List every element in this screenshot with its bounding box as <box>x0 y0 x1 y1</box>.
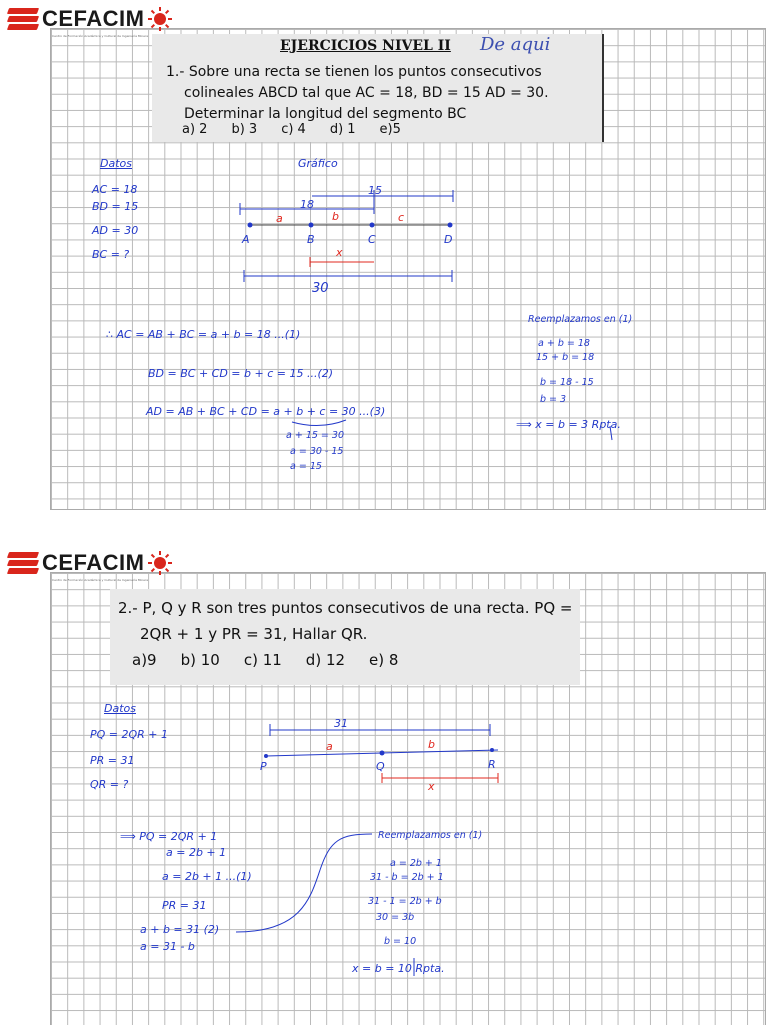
left-step: a + b = 31 (2) <box>140 923 220 936</box>
sun-icon <box>147 550 173 576</box>
logo-tagline: Centro de Formación Académica y Cultural de Ingeniería Minera <box>52 34 149 38</box>
point-label-p: P <box>260 760 267 773</box>
statement-line: colineales ABCD tal que AC = 18, BD = 15 AD = 30. <box>184 85 549 101</box>
left-step: a = 2b + 1 <box>166 846 227 859</box>
problem-1-options <box>182 122 401 137</box>
problem-2-statement <box>118 595 578 647</box>
segment-label-c: c <box>398 211 405 224</box>
exercise-heading: EJERCICIOS NIVEL II <box>280 38 451 54</box>
handwritten-note: De aqui <box>480 34 551 55</box>
statement-line: 2.- P, Q y R son tres puntos consecutivos de una recta. PQ = <box>118 599 573 617</box>
reemplazo-title: Reemplazamos en (1) <box>528 314 633 325</box>
option-b: b) 10 <box>180 651 220 669</box>
dato-line: BD = 15 <box>92 200 139 213</box>
dato-line: QR = ? <box>90 778 129 791</box>
statement-line: Determinar la longitud del segmento BC <box>184 106 467 122</box>
logo-tagline: Centro de Formación Académica y Cultural de Ingeniería Minera <box>52 578 149 582</box>
point-label-r: R <box>488 758 496 771</box>
segment-label-x: x <box>336 246 343 259</box>
point-label-d: D <box>444 233 453 246</box>
option-c: c) 11 <box>243 651 282 669</box>
datos-title: Datos <box>104 702 136 715</box>
reemplazo-title: Reemplazamos en (1) <box>378 830 483 841</box>
option-a: a) 2 <box>182 122 208 137</box>
option-d: d) 1 <box>329 122 356 137</box>
datos-title: Datos <box>100 157 132 170</box>
cefacim-logo-1 <box>8 6 173 38</box>
left-step: a = 31 - b <box>140 940 195 953</box>
reemplazo-line: b = 18 - 15 <box>540 377 594 388</box>
equation-3: AD = AB + BC + CD = a + b + c = 30 ...(3) <box>146 405 386 418</box>
option-b: b) 3 <box>231 122 258 137</box>
left-step: a = 2b + 1 ...(1) <box>162 870 252 883</box>
right-step: b = 10 <box>384 936 417 947</box>
substitution-line: a = 15 <box>290 461 322 472</box>
point-label-c: C <box>368 233 376 246</box>
sun-icon <box>147 6 173 32</box>
problem-2-box <box>110 589 580 685</box>
book-stack-icon <box>8 550 38 576</box>
segment-label-b: b <box>332 210 339 223</box>
point-label-a: A <box>242 233 250 246</box>
segment-label-bd: 15 <box>368 184 382 197</box>
option-a: a)9 <box>132 651 157 669</box>
reemplazo-line: b = 3 <box>540 394 567 405</box>
option-e: e) 8 <box>369 651 399 669</box>
segment-label-b: b <box>428 738 435 751</box>
option-c: c) 4 <box>281 122 306 137</box>
cefacim-logo-2 <box>8 550 173 582</box>
equation-1: ∴ AC = AB + BC = a + b = 18 ...(1) <box>106 328 301 341</box>
logo-brand: CEFACIM <box>42 6 145 31</box>
dato-line: BC = ? <box>92 248 130 261</box>
logo-brand: CEFACIM <box>42 550 145 575</box>
segment-label-x: x <box>428 780 435 793</box>
substitution-line: a + 15 = 30 <box>286 430 344 441</box>
option-e: e)5 <box>379 122 401 137</box>
statement-line: 2QR + 1 y PR = 31, Hallar QR. <box>140 625 368 643</box>
dato-line: PR = 31 <box>90 754 135 767</box>
equation-2: BD = BC + CD = b + c = 15 ...(2) <box>148 367 334 380</box>
segment-label-pr: 31 <box>334 717 348 730</box>
point-label-q: Q <box>376 760 385 773</box>
segment-label-a: a <box>276 212 283 225</box>
left-step: PR = 31 <box>162 899 207 912</box>
reemplazo-line: a + b = 18 <box>538 338 590 349</box>
left-step: ⟹ PQ = 2QR + 1 <box>120 830 218 843</box>
right-step: 31 - 1 = 2b + b <box>368 896 442 907</box>
answer-1: ⟹ x = b = 3 Rpta. <box>516 418 621 431</box>
right-step: 30 = 3b <box>376 912 415 923</box>
dato-line: AD = 30 <box>92 224 139 237</box>
right-step: a = 2b + 1 <box>390 858 442 869</box>
book-stack-icon <box>8 6 38 32</box>
dato-line: PQ = 2QR + 1 <box>90 728 169 741</box>
segment-label-ad: 30 <box>312 281 329 296</box>
point-label-b: B <box>307 233 315 246</box>
option-d: d) 12 <box>305 651 346 669</box>
statement-line: 1.- Sobre una recta se tienen los puntos consecutivos <box>166 64 542 80</box>
dato-line: AC = 18 <box>92 183 138 196</box>
problem-2-options <box>132 651 398 669</box>
grafico-title: Gráfico <box>298 157 338 170</box>
reemplazo-line: 15 + b = 18 <box>536 352 595 363</box>
answer-2: x = b = 10 Rpta. <box>352 962 445 975</box>
right-step: 31 - b = 2b + 1 <box>370 872 444 883</box>
segment-label-ac: 18 <box>300 198 314 211</box>
problem-1-box <box>152 34 604 142</box>
substitution-line: a = 30 - 15 <box>290 446 344 457</box>
problem-1-statement <box>166 62 596 125</box>
segment-label-a: a <box>326 740 333 753</box>
